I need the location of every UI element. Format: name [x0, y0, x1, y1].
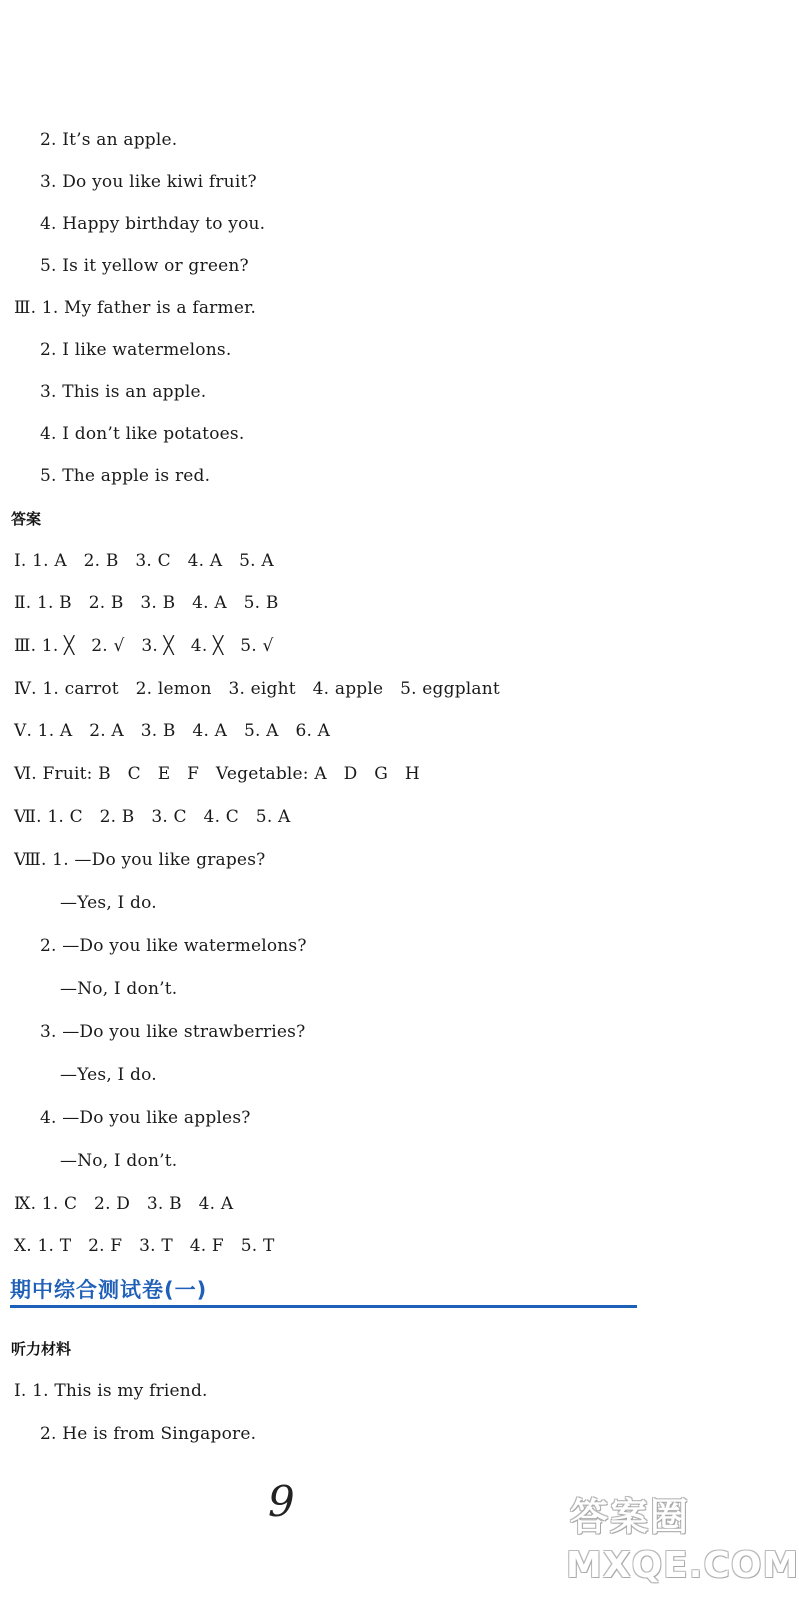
answer-part-10: Ⅹ. 1. T 2. F 3. T 4. F 5. T	[14, 1236, 275, 1256]
answer-part-8-a4: —No, I don’t.	[60, 1151, 178, 1171]
answer-part-4: Ⅳ. 1. carrot 2. lemon 3. eight 4. apple 5. eggplant	[14, 679, 500, 699]
listening-part3-line-1: Ⅲ. 1. My father is a farmer.	[14, 298, 257, 318]
listening-part3-line-2: 2. I like watermelons.	[40, 340, 232, 360]
listening-part3-line-5: 5. The apple is red.	[40, 466, 211, 486]
answer-part-3: Ⅲ. 1. ╳ 2. √ 3. ╳ 4. ╳ 5. √	[14, 636, 274, 656]
new-listening-line-2: 2. He is from Singapore.	[40, 1424, 257, 1444]
answer-part-7: Ⅶ. 1. C 2. B 3. C 4. C 5. A	[14, 807, 291, 827]
watermark-top-text: 答案圈	[570, 1495, 691, 1539]
section-title: 期中综合测试卷(一)	[10, 1278, 208, 1302]
answer-part-8-q3: 3. —Do you like strawberries?	[40, 1022, 306, 1042]
answer-part-8-q2: 2. —Do you like watermelons?	[40, 936, 307, 956]
answer-part-8-a2: —No, I don’t.	[60, 979, 178, 999]
answer-part-6: Ⅵ. Fruit: B C E F Vegetable: A D G H	[14, 764, 420, 784]
answers-heading: 答案	[11, 510, 42, 528]
answer-part-5: Ⅴ. 1. A 2. A 3. B 4. A 5. A 6. A	[14, 721, 331, 741]
watermark-bottom-text: MXQE.COM	[566, 1545, 799, 1586]
listening-part3-line-4: 4. I don’t like potatoes.	[40, 424, 245, 444]
listening-line-3: 3. Do you like kiwi fruit?	[40, 172, 257, 192]
watermark-logo	[566, 1492, 799, 1592]
listening-part3-line-3: 3. This is an apple.	[40, 382, 207, 402]
listening-line-2: 2. It’s an apple.	[40, 130, 178, 150]
answer-part-1: Ⅰ. 1. A 2. B 3. C 4. A 5. A	[14, 551, 274, 571]
listening-line-5: 5. Is it yellow or green?	[40, 256, 249, 276]
listening-heading: 听力材料	[11, 1340, 72, 1358]
answer-part-9: Ⅸ. 1. C 2. D 3. B 4. A	[14, 1194, 234, 1214]
answer-part-8-q1: Ⅷ. 1. —Do you like grapes?	[14, 850, 266, 870]
section-title-underline	[10, 1305, 637, 1308]
answer-part-2: Ⅱ. 1. B 2. B 3. B 4. A 5. B	[14, 593, 279, 613]
new-listening-line-1: Ⅰ. 1. This is my friend.	[14, 1381, 208, 1401]
page-number: 9	[268, 1477, 295, 1526]
answer-part-8-q4: 4. —Do you like apples?	[40, 1108, 251, 1128]
answer-part-8-a3: —Yes, I do.	[60, 1065, 157, 1085]
answer-part-8-a1: —Yes, I do.	[60, 893, 157, 913]
listening-line-4: 4. Happy birthday to you.	[40, 214, 266, 234]
